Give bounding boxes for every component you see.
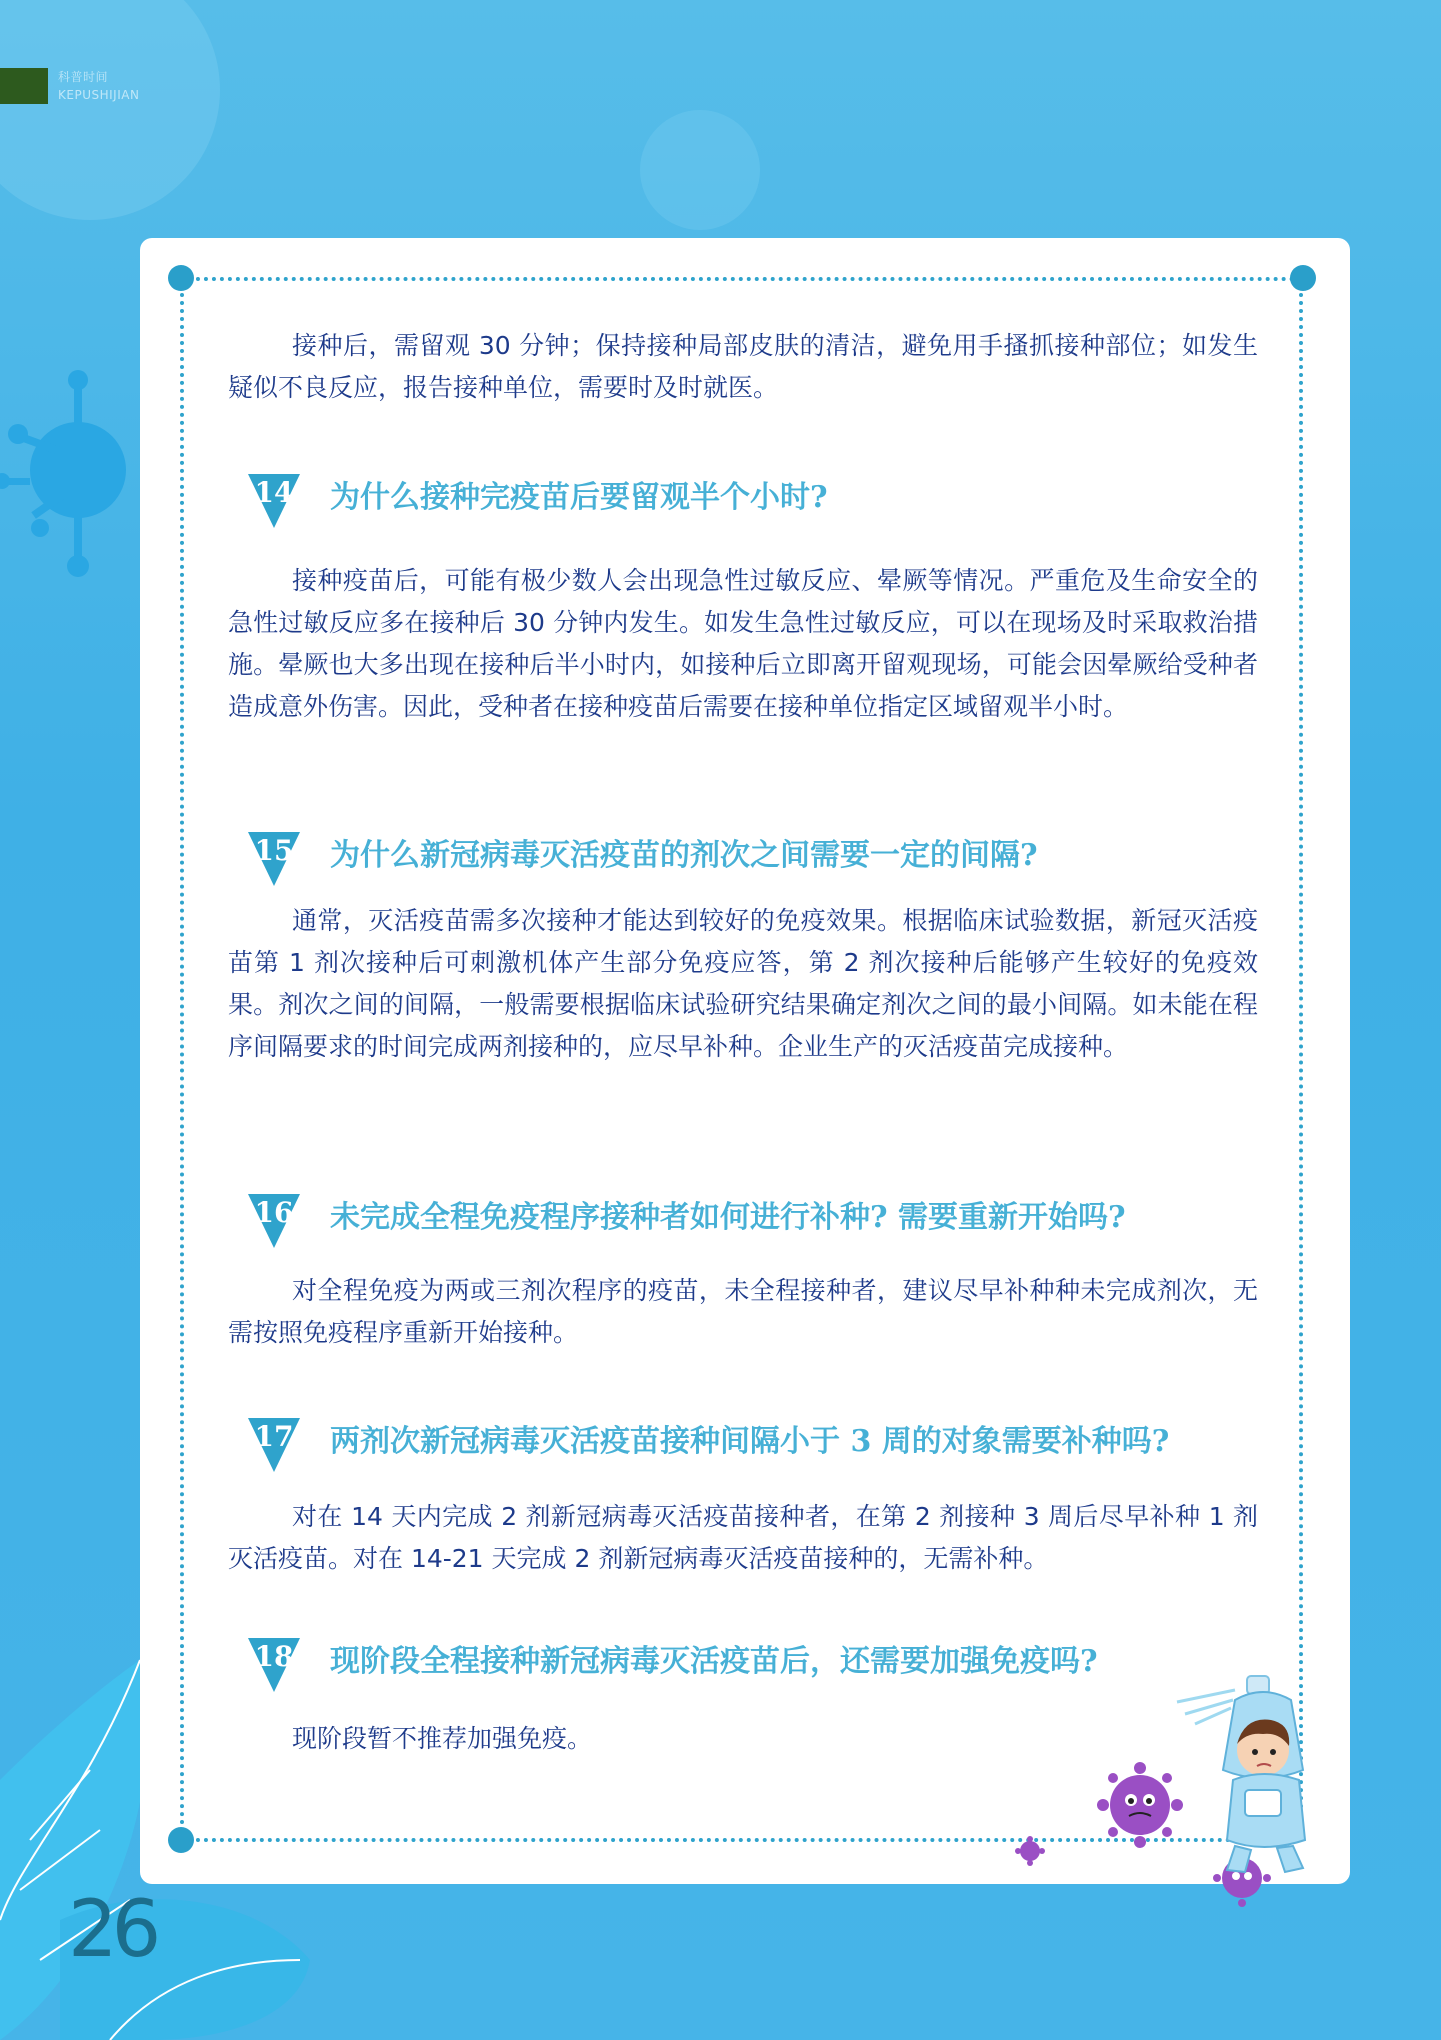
virus-illustration bbox=[0, 360, 140, 590]
question-heading bbox=[246, 1636, 1286, 1696]
question-heading bbox=[246, 1192, 1286, 1252]
virus-tiny-icon bbox=[1015, 1836, 1045, 1866]
answer-paragraph: 对在 14 天内完成 2 剂新冠病毒灭活疫苗接种者，在第 2 剂接种 3 周后尽早补种 1 剂灭活疫苗。对在 14-21 天完成 2 剂新冠病毒灭活疫苗接种的，无需补种。 bbox=[228, 1502, 1258, 1573]
question-number: 18 bbox=[254, 1640, 294, 1673]
section-header bbox=[58, 68, 139, 104]
answer-paragraph: 通常，灭活疫苗需多次接种才能达到较好的免疫效果。根据临床试验数据，新冠灭活疫苗第 1 剂次接种后可刺激机体产生部分免疫应答，第 2 剂次接种后能够产生较好的免疫效果。剂次之间的间隔，一般需要根据临床试验研究结果确定剂次之间的最小间隔。如未能在程序间隔要求的时间完成两剂接种的，应尽早补种。企业生产的灭活疫苗完成接种。 bbox=[228, 906, 1258, 1061]
answer-paragraph: 接种疫苗后，可能有极少数人会出现急性过敏反应、晕厥等情况。严重危及生命安全的急性过敏反应多在接种后 30 分钟内发生。如发生急性过敏反应，可以在现场及时采取救治措施。晕厥也大多出现在接种后半小时内，如接种后立即离开留观现场，可能会因晕厥给受种者造成意外伤害。因此，受种者在接种疫苗后需要在接种单位指定区域留观半小时。 bbox=[228, 566, 1258, 721]
spray-kid-character-icon bbox=[1175, 1670, 1345, 1880]
intro-paragraph: 接种后，需留观 30 分钟；保持接种局部皮肤的清洁，避免用手搔抓接种部位；如发生疑似不良反应，报告接种单位，需要时及时就医。 bbox=[228, 331, 1258, 402]
corner-dot bbox=[168, 265, 194, 291]
virus-character-icon bbox=[1095, 1760, 1185, 1850]
section-title-en: KEPUSHIJIAN bbox=[58, 88, 140, 102]
question-title: 现阶段全程接种新冠病毒灭活疫苗后，还需要加强免疫吗? bbox=[330, 1644, 1098, 1679]
question-heading bbox=[246, 472, 1286, 532]
question-heading bbox=[246, 830, 1286, 890]
question-number: 16 bbox=[254, 1196, 294, 1229]
question-title: 为什么新冠病毒灭活疫苗的剂次之间需要一定的间隔? bbox=[330, 838, 1038, 873]
answer-paragraph: 现阶段暂不推荐加强免疫。 bbox=[292, 1724, 593, 1753]
header-color-tag bbox=[0, 68, 48, 104]
corner-dot bbox=[168, 1827, 194, 1853]
bg-blur-circle bbox=[640, 110, 760, 230]
question-heading bbox=[246, 1416, 1286, 1476]
corner-dot bbox=[1290, 265, 1316, 291]
bg-blur-circle bbox=[0, 0, 220, 220]
question-title: 两剂次新冠病毒灭活疫苗接种间隔小于 3 周的对象需要补种吗? bbox=[330, 1424, 1170, 1459]
answer-paragraph: 对全程免疫为两或三剂次程序的疫苗，未全程接种者，建议尽早补种种未完成剂次，无需按照免疫程序重新开始接种。 bbox=[228, 1276, 1258, 1347]
question-title: 为什么接种完疫苗后要留观半个小时? bbox=[330, 480, 828, 515]
question-number: 14 bbox=[254, 476, 294, 509]
section-title-cn: 科普时间 bbox=[58, 70, 109, 84]
question-number: 17 bbox=[254, 1420, 294, 1453]
page-number: 26 bbox=[68, 1885, 156, 1975]
question-number: 15 bbox=[254, 834, 294, 867]
question-title: 未完成全程免疫程序接种者如何进行补种? 需要重新开始吗? bbox=[330, 1200, 1126, 1235]
